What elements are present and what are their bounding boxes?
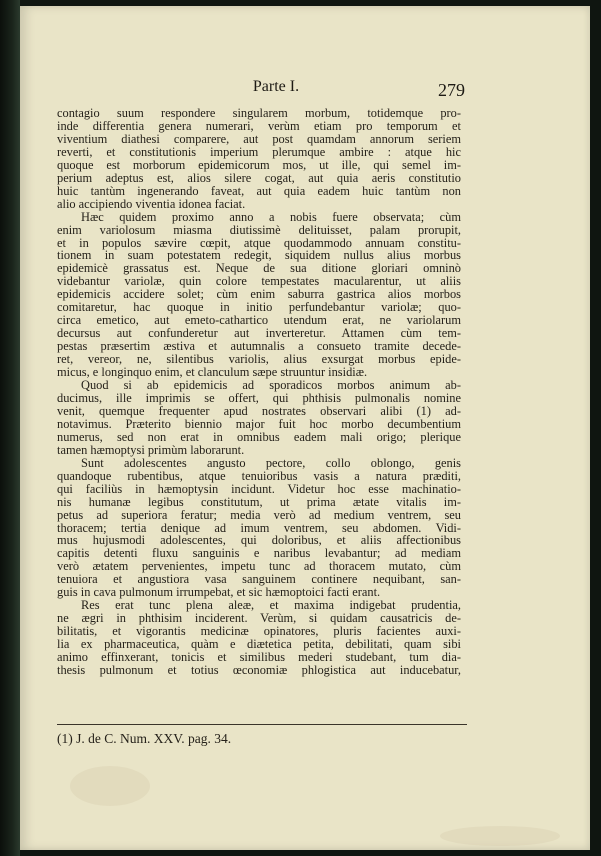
text-line: mus hujusmodi adolescentes, qui doloribus, et aliis affectionibus xyxy=(57,533,461,548)
text-line: quoque est morborum epidemicorum mos, ut ille, qui semel im- xyxy=(57,157,461,172)
text-line: huic tantùm ingenerando faveat, aut quia eadem huic tantùm non xyxy=(57,183,461,198)
text-line: videbantur variolæ, quin colore tempestates macularentur, ut aliis xyxy=(57,274,461,289)
text-line: guis in cava pulmonum irrumpebat, et sic hæmoptoici facti erant. xyxy=(57,585,381,600)
paper-stain xyxy=(70,766,150,806)
text-line: tionem in suam potestatem redegit, siquidem nullus alius morbus xyxy=(57,248,461,263)
text-line: ducimus, ille imprimis se offert, qui phthisis pulmonalis nomine xyxy=(57,390,461,405)
text-line: ne ægri in phthisim inciderent. Verùm, si quidam causatricis de- xyxy=(57,611,461,626)
text-line: venit, quemque frequenter apud nostrates observari alibi (1) ad- xyxy=(57,403,461,418)
text-line: perium adeptus est, alios silere cogat, aut quia aeris constitutio xyxy=(57,170,461,185)
text-line: nis humanæ legibus constitutum, ut prima ætate vitalis im- xyxy=(57,494,461,509)
running-title: Parte I. xyxy=(252,78,300,95)
footnote-rule xyxy=(57,724,467,725)
text-line: thesis pulmonum et totius œconomiæ phlogistica aut inducebatur, xyxy=(57,662,461,677)
text-line: micus, e longinquo enim, et clanculum sæpe struuntur insidiæ. xyxy=(57,365,368,380)
paper-stain xyxy=(440,826,560,846)
text-line: epidemicè grassatus est. Neque de sua ditione gloriari omninò xyxy=(57,261,461,276)
text-line: lia ex pharmaceutica, quàm e diætetica petita, debilitati, quam sibi xyxy=(57,637,461,652)
text-line: circa emetico, aut emeto-cathartico utendum erat, ne variolarum xyxy=(57,313,461,328)
text-line: et in populos sævire cœpit, atque quodammodo annuam constitu- xyxy=(57,235,461,250)
page-number: 279 xyxy=(438,80,465,100)
text-line: bilitatis, et vigorantis medicinæ opinatores, pluris facientes auxi- xyxy=(57,624,461,639)
text-line: comitaretur, hac quoque in initio perfundebantur variolæ; quo- xyxy=(57,300,461,315)
text-line: animo effinxerant, tonicis et similibus mederi studebant, tum dia- xyxy=(57,650,461,665)
text-line: Quod si ab epidemicis ad sporadicos morbos animum ab- xyxy=(81,378,461,393)
text-line: thoracem; tertia denique ad imum ventrem, seu abdomen. Vidi- xyxy=(57,520,461,535)
text-line: reverti, et constitutionis imperium plerumque ambire : atque hic xyxy=(57,144,461,159)
footnote: (1) J. de C. Num. XXV. pag. 34. xyxy=(57,731,232,746)
text-line: Hæc quidem proximo anno a nobis fuere observata; cùm xyxy=(81,209,461,224)
text-line: decursus aut confunderetur aut inverteretur. Attamen cùm tem- xyxy=(57,326,461,341)
text-line: notavimus. Præterito biennio major fuit hoc morbo decumbentium xyxy=(57,416,461,431)
text-line: capitis detenti fluxu sanguinis e naribus levabantur; ad mediam xyxy=(57,546,461,561)
text-line: enim variolosum miasma diutissimè delituisset, palam prorupit, xyxy=(57,222,461,237)
text-line: Sunt adolescentes angusto pectore, collo oblongo, genis xyxy=(81,455,461,470)
text-line: alio accipiendo viventia idonea faciat. xyxy=(57,196,246,211)
text-line: petus ad superiora feratur; media verò ad medium ventrem, seu xyxy=(57,507,461,522)
text-line: epidemicis accidere solet; cùm enim saburra gastrica alios morbos xyxy=(57,287,461,302)
text-line: pestas præsertim æstiva et autumnalis a consueto tramite decede- xyxy=(57,339,461,354)
text-line: inde differentia genera numerari, verùm etiam pro temporum et xyxy=(57,118,461,133)
text-line: tenuiora et angustiora vasa sanguinem continere nequibant, san- xyxy=(57,572,461,587)
text-line: quandoque rubentibus, atque tenuioribus vasis a natura præditi, xyxy=(57,468,461,483)
body-text xyxy=(57,107,461,677)
scan-background xyxy=(0,0,20,856)
text-line: tamen hæmoptysi primùm laborarunt. xyxy=(57,442,245,457)
text-line: viventium diathesi comparere, aut post quamdam annorum seriem xyxy=(57,131,461,146)
text-line: ret, vereor, ne, silentibus variolis, alius exsurgat morbus epide- xyxy=(57,352,461,367)
text-line: Res erat tunc plena aleæ, et maxima indigebat prudentia, xyxy=(81,598,461,613)
text-line: contagio suum respondere singularem morbum, totidemque pro- xyxy=(57,106,461,120)
text-line: qui faciliùs in hæmoptysin incidunt. Videtur hoc esse machinatio- xyxy=(57,481,461,496)
text-line: numerus, sed non erat in omnibus eadem mali origo; plerique xyxy=(57,429,461,444)
text-line: verò ætatem pervenientes, impetu tunc ad thoracem mutato, cùm xyxy=(57,559,461,574)
